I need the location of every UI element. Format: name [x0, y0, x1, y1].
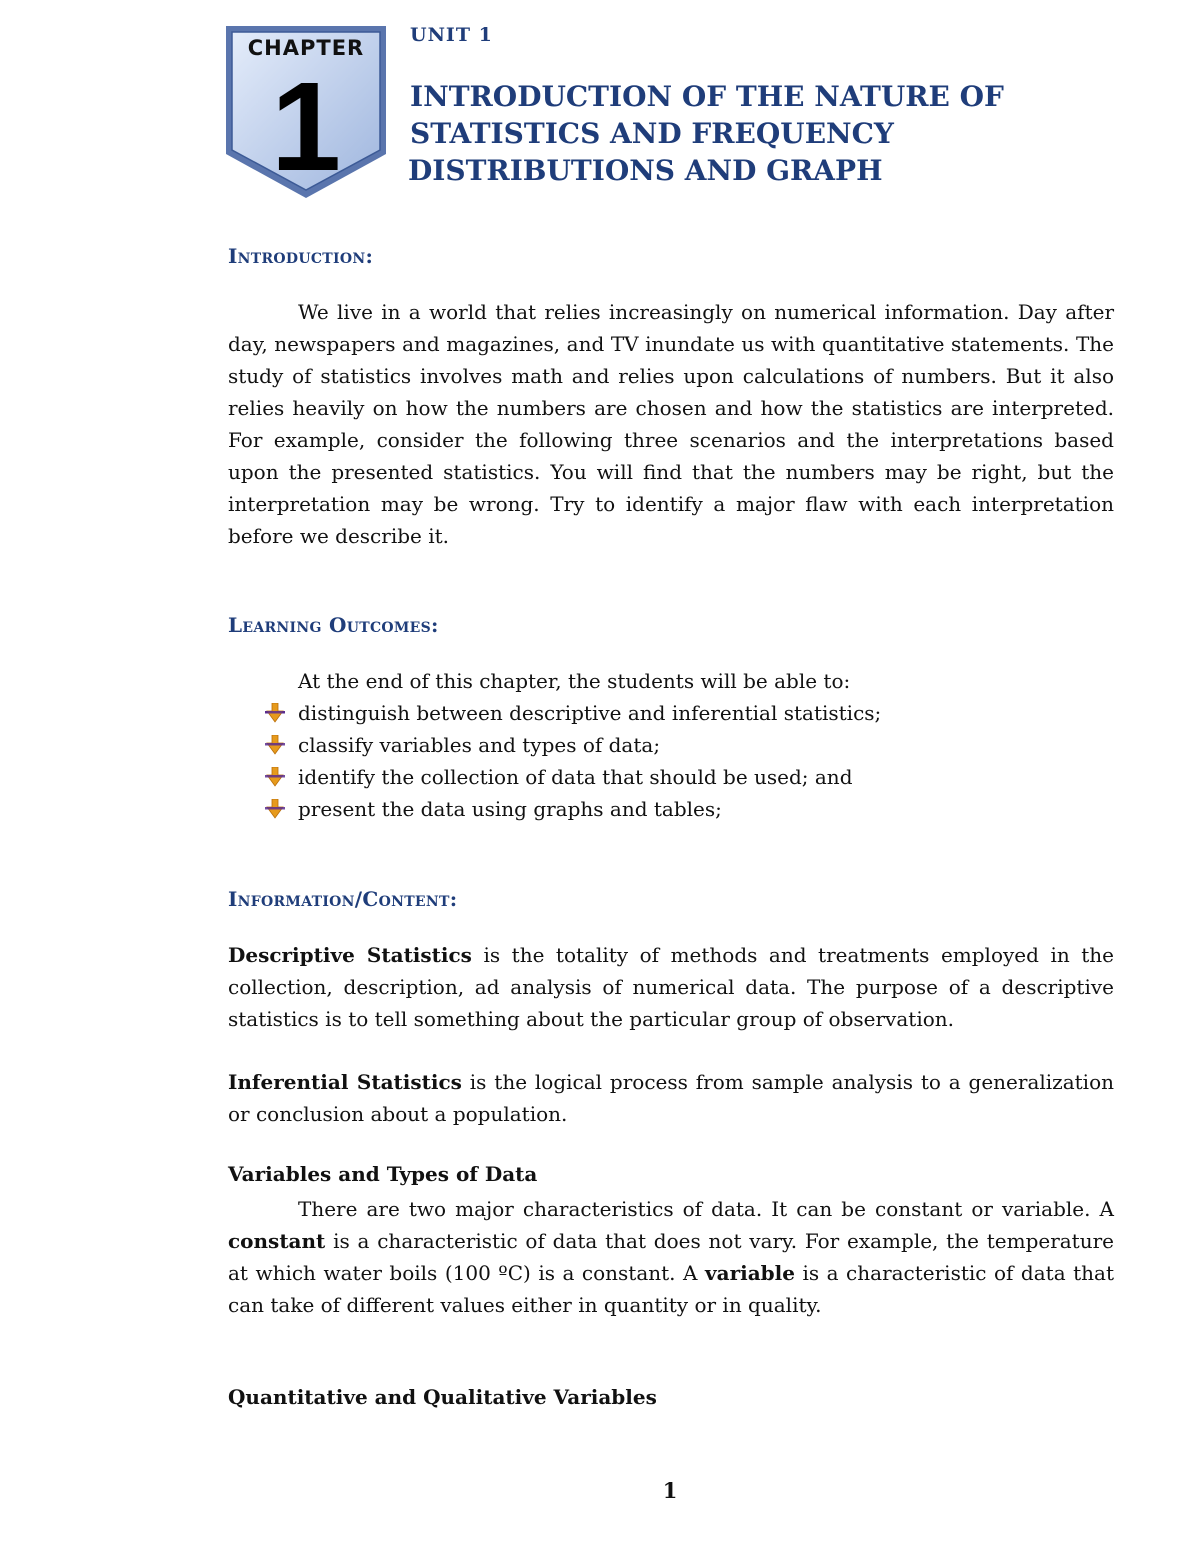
unit-label: UNIT 1 [410, 24, 493, 46]
title-line: STATISTICS AND FREQUENCY [410, 117, 894, 150]
title-line: INTRODUCTION OF THE NATURE OF [410, 80, 1004, 113]
list-item [262, 729, 881, 761]
chapter-title [410, 78, 1070, 189]
inferential-statistics-text: is the logical process from sample analysis to a generalization or conclusion about a population. [228, 1070, 1114, 1126]
content-heading: Information/Content: [228, 887, 458, 911]
chapter-label: CHAPTER [247, 36, 365, 60]
arrow-down-bullet-icon [264, 735, 286, 755]
inferential-statistics-term: Inferential Statistics [228, 1070, 462, 1094]
quantitative-qualitative-heading: Quantitative and Qualitative Variables [228, 1385, 657, 1409]
list-item-text: present the data using graphs and tables; [298, 797, 722, 821]
chapter-badge [222, 22, 390, 204]
learning-outcomes-heading: Learning Outcomes: [228, 613, 439, 637]
arrow-down-bullet-icon [264, 799, 286, 819]
learning-outcomes-list [262, 697, 881, 825]
list-item-text: classify variables and types of data; [298, 733, 661, 757]
chapter-number: 1 [270, 56, 342, 197]
variables-heading: Variables and Types of Data [228, 1162, 538, 1186]
descriptive-statistics-term: Descriptive Statistics [228, 943, 472, 967]
list-item [262, 761, 881, 793]
variable-term: variable [704, 1261, 795, 1285]
constant-term: constant [228, 1229, 326, 1253]
learning-outcomes-lead: At the end of this chapter, the students will be able to: [298, 669, 851, 693]
list-item-text: distinguish between descriptive and inferential statistics; [298, 701, 882, 725]
title-line: DISTRIBUTIONS AND GRAPH [408, 154, 883, 187]
list-item [262, 793, 881, 825]
variables-text-1: There are two major characteristics of data. It can be constant or variable. A [298, 1197, 1114, 1221]
list-item [262, 697, 881, 729]
variables-paragraph [228, 1193, 1114, 1321]
arrow-down-bullet-icon [264, 703, 286, 723]
introduction-paragraph: We live in a world that relies increasingly on numerical information. Day after day, newspapers and magazines, and TV inundate us with quantitative statements. The study of statistics involves math and relies upon calculations of numbers. But it also relies heavily on how the numbers are chosen and how the statistics are interpreted. For example, consider the following three scenarios and the interpretations based upon the presented statistics. You will find that the numbers may be right, but the interpretation may be wrong. Try to identify a major flaw with each interpretation before we describe it. [228, 300, 1114, 548]
list-item-text: identify the collection of data that should be used; and [298, 765, 853, 789]
page-number: 1 [662, 1478, 678, 1503]
descriptive-statistics-text: is the totality of methods and treatments employed in the collection, description, ad analysis of numerical data. The purpose of a descriptive statistics is to tell something about the particular group of observation. [228, 943, 1115, 1031]
descriptive-statistics-paragraph [228, 939, 1114, 1035]
variables-text-3: is a characteristic of data that can take of different values either in quantity or in quality. [228, 1261, 1114, 1317]
arrow-down-bullet-icon [264, 767, 286, 787]
variables-text-2: is a characteristic of data that does not vary. For example, the temperature at which water boils (100 ºC) is a constant. A [228, 1229, 1114, 1285]
introduction-heading: Introduction: [228, 244, 374, 268]
inferential-statistics-paragraph [228, 1066, 1114, 1130]
